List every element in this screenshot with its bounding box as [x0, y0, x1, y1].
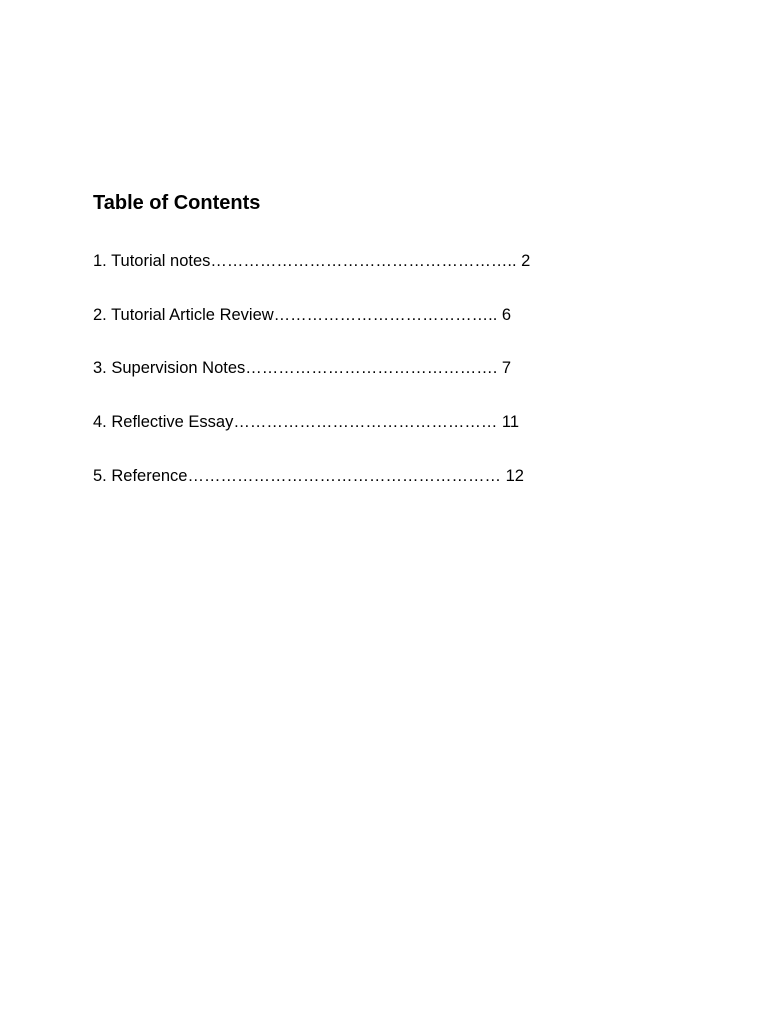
toc-entry-number: 5.	[93, 466, 107, 485]
toc-entry-text: Tutorial Article Review………………………………….. 6	[111, 305, 512, 324]
toc-entry-text: Supervision Notes………………………………………. 7	[111, 359, 512, 378]
toc-entry-number: 2.	[93, 305, 107, 324]
toc-entry-text: Tutorial notes……………………………………………….. 2	[111, 252, 531, 270]
toc-entry-reference	[93, 465, 530, 519]
toc-entry-text: Reference………………………………………………… 12	[111, 466, 524, 485]
toc-entry-number: 1.	[93, 252, 107, 270]
toc-list	[93, 250, 530, 518]
toc-entry-text: Reflective Essay………………………………………… 11	[111, 413, 520, 432]
toc-entry-number: 4.	[93, 413, 107, 432]
toc-title: Table of Contents	[93, 192, 261, 214]
toc-entry-tutorial-notes	[93, 250, 530, 304]
toc-entry-tutorial-article-review	[93, 304, 530, 358]
toc-entry-supervision-notes	[93, 357, 530, 411]
toc-entry-number: 3.	[93, 359, 107, 378]
toc-entry-reflective-essay	[93, 411, 530, 465]
